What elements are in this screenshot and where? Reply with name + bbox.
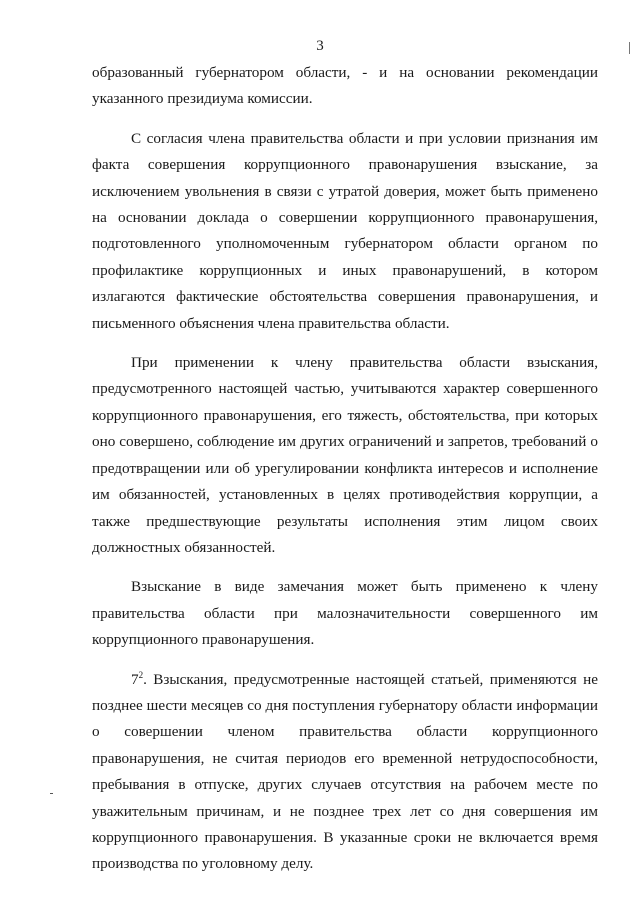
paragraph-penalty-factors: При применении к члену правительства области взыскания, предусмотренного настоящей частью, учитываются характер совершенного коррупционного правонарушения, его тяжесть, обстоятельства, при которых оно совершено, соблюдение им других ограничений и запретов, требований о предотвращении или об урегулировании конфликта интересов и исполнение им обязанностей, установленных в целях противодействия коррупции, а также предшествующие результаты исполнения этим лицом своих должностных обязанностей. bbox=[92, 354, 598, 556]
document-body bbox=[92, 60, 598, 878]
section-number-superscript: 2 bbox=[138, 669, 144, 680]
paragraph-continuation: образованный губернатором области, - и на основании рекомендации указанного президиума комиссии. bbox=[92, 64, 598, 108]
page-number: 3 bbox=[316, 38, 324, 54]
scan-edge-mark bbox=[629, 42, 630, 54]
paragraph-remark-penalty: Взыскание в виде замечания может быть применено к члену правительства области при малозначительности совершенного им коррупционного правонарушения. bbox=[92, 578, 598, 649]
paragraph-section-7-2 bbox=[92, 667, 598, 878]
section-number: 7 bbox=[131, 670, 139, 688]
scan-margin-tick bbox=[50, 793, 53, 794]
section-text: . Взыскания, предусмотренные настоящей статьей, применяются не позднее шести месяцев со дня поступления губернатору области информации о совершении членом правительства области коррупционного правонарушения, не считая периодов его временной нетрудоспособности, пребывания в отпуске, других случаев отсутствия на рабочем месте по уважительным причинам, и не позднее трех лет со дня совершения им коррупционного правонарушения. В указанные сроки не включается время производства по уголовному делу. bbox=[92, 670, 598, 873]
paragraph-consent-clause: С согласия члена правительства области и при условии признания им факта совершения коррупционного правонарушения взыскание, за исключением увольнения в связи с утратой доверия, может быть применено на основании доклада о совершении коррупционного правонарушения, подготовленного уполномоченным губернатором области органом по профилактике коррупционных и иных правонарушений, в котором излагаются фактические обстоятельства совершения правонарушения, и письменного объяснения члена правительства области. bbox=[92, 129, 598, 332]
